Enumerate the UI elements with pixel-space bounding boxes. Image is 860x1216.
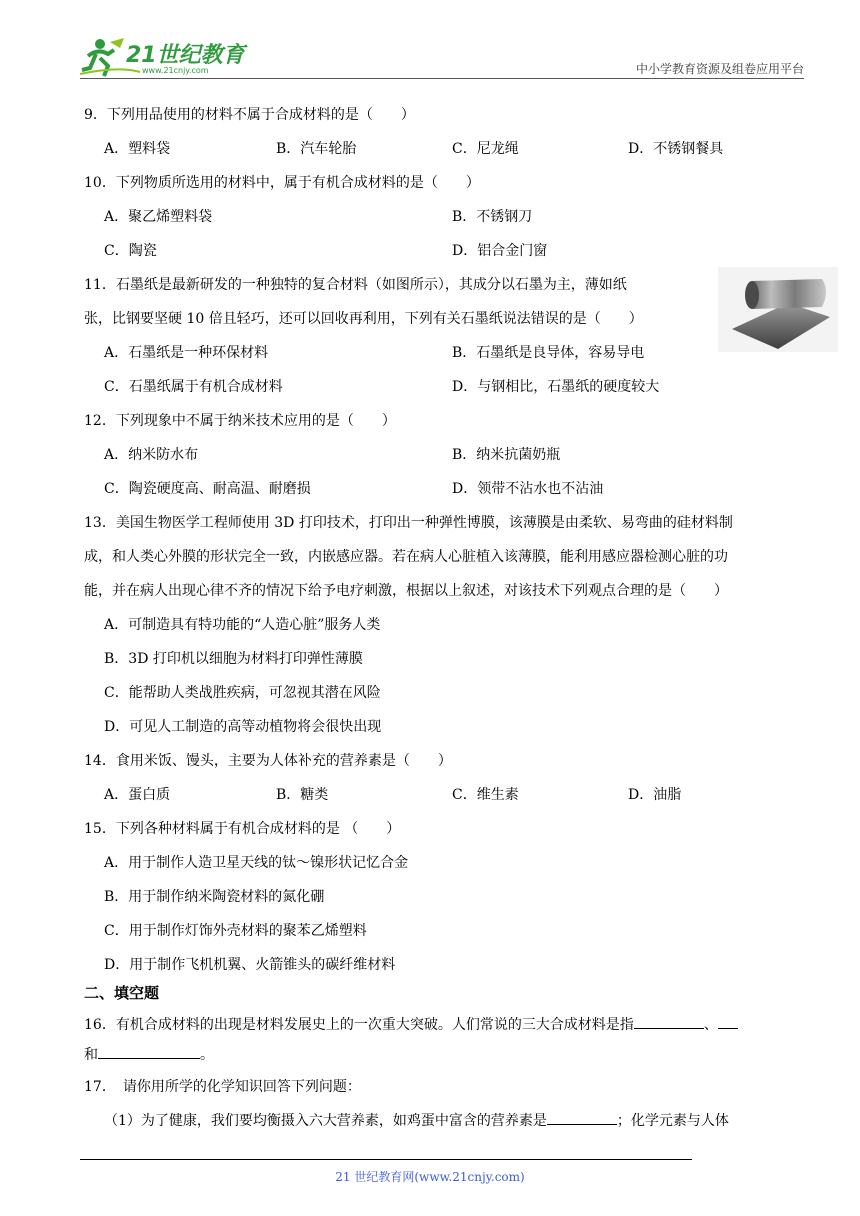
q12-option-a: A．纳米防水布: [104, 447, 199, 463]
q15-option-a: A．用于制作人造卫星天线的钛～镍形状记忆合金: [104, 855, 409, 871]
q11-option-a: A．石墨纸是一种环保材料: [104, 345, 269, 361]
q15-option-c: C．用于制作灯饰外壳材料的聚苯乙烯塑料: [104, 923, 367, 939]
logo-text: 21世纪教育: [126, 43, 245, 68]
q16-and: 和: [84, 1047, 98, 1063]
q12-option-b: B．纳米抗菌奶瓶: [452, 447, 561, 463]
q16-line1: [84, 1014, 738, 1034]
graphite-paper-image: [718, 267, 838, 352]
q16-blank-2[interactable]: [718, 1014, 738, 1029]
q14-option-c: C．维生素: [452, 787, 519, 803]
q9-option-a: A．塑料袋: [104, 141, 171, 157]
header-divider: [80, 78, 804, 79]
page-header: [80, 36, 804, 80]
q10-stem: 10．下列物质所选用的材料中，属于有机合成材料的是（ ）: [84, 175, 480, 191]
q10-option-b: B．不锈钢刀: [452, 209, 533, 225]
q11-stem-line1: 11．石墨纸是最新研发的一种独特的复合材料（如图所示），其成分以石墨为主，薄如纸: [84, 277, 627, 293]
q16-blank-1[interactable]: [634, 1014, 704, 1029]
q13-stem-line1: 13．美国生物医学工程师使用 3D 打印技术，打印出一种弹性博膜，该薄膜是由柔软、易弯曲的硅材料制: [84, 515, 733, 531]
q16-line2: [84, 1044, 214, 1064]
q10-option-d: D．铝合金门窗: [452, 243, 548, 259]
q12-option-c: C．陶瓷硬度高、耐高温、耐磨损: [104, 481, 311, 497]
q14-option-d: D．油脂: [628, 787, 682, 803]
q9-option-c: C．尼龙绳: [452, 141, 519, 157]
platform-name: 中小学教育资源及组卷应用平台: [635, 62, 804, 76]
q15-option-b: B．用于制作纳米陶瓷材料的氮化硼: [104, 889, 325, 905]
q12-stem: 12．下列现象中不属于纳米技术应用的是（ ）: [84, 413, 396, 429]
q10-option-a: A．聚乙烯塑料袋: [104, 209, 213, 225]
q11-stem-line2: 张，比钢要坚硬 10 倍且轻巧，还可以回收再利用，下列有关石墨纸说法错误的是（ ）: [84, 311, 643, 327]
q13-option-b: B．3D 打印机以细胞为材料打印弹性薄膜: [104, 651, 363, 667]
q16-end: 。: [200, 1047, 214, 1063]
q13-option-c: C．能帮助人类战胜疾病，可忽视其潜在风险: [104, 685, 381, 701]
q9-stem: 9．下列用品使用的材料不属于合成材料的是（ ）: [84, 107, 415, 123]
footer-divider: [80, 1159, 692, 1160]
q13-stem-line2: 成，和人类心外膜的形状完全一致，内嵌感应器。若在病人心脏植入该薄膜，能利用感应器检测心脏的功: [84, 549, 728, 565]
q17-blank-1[interactable]: [547, 1110, 617, 1125]
q14-option-b: B．糖类: [276, 787, 329, 803]
q15-option-d: D．用于制作飞机机翼、火箭锥头的碳纤维材料: [104, 957, 396, 973]
q17-sub1-text: （1）为了健康，我们要均衡摄入六大营养素，如鸡蛋中富含的营养素是: [104, 1113, 547, 1129]
q13-option-a: A．可制造具有特功能的“人造心脏”服务人类: [104, 617, 381, 633]
q14-option-a: A．蛋白质: [104, 787, 171, 803]
q16-stem: 16．有机合成材料的出现是材料发展史上的一次重大突破。人们常说的三大合成材料是指: [84, 1017, 634, 1033]
q17-sub1-tail: ；化学元素与人体: [616, 1113, 729, 1129]
q17-sub1: [104, 1110, 729, 1130]
q16-separator: 、: [703, 1017, 718, 1033]
q11-option-d: D．与钢相比，石墨纸的硬度较大: [452, 379, 660, 395]
q17-stem: 17． 请你用所学的化学知识回答下列问题：: [84, 1079, 361, 1095]
q10-option-c: C．陶瓷: [104, 243, 157, 259]
q12-option-d: D．领带不沾水也不沾油: [452, 481, 604, 497]
logo-url: www.21cnjy.com: [142, 66, 209, 75]
q9-option-d: D．不锈钢餐具: [628, 141, 724, 157]
q9-option-b: B．汽车轮胎: [276, 141, 357, 157]
q15-stem: 15．下列各种材料属于有机合成材料的是 （ ）: [84, 821, 401, 837]
section-heading-fill-blank: 二、填空题: [84, 984, 160, 1002]
q13-option-d: D．可见人工制造的高等动植物将会很快出现: [104, 719, 382, 735]
q13-stem-line3: 能，并在病人出现心律不齐的情况下给予电疗刺激，根据以上叙述，对该技术下列观点合理的是（ ）: [84, 583, 728, 599]
site-logo: [80, 36, 250, 80]
q14-stem: 14．食用米饭、馒头，主要为人体补充的营养素是（ ）: [84, 753, 452, 769]
q16-blank-3[interactable]: [98, 1044, 200, 1059]
q11-option-b: B．石墨纸是良导体，容易导电: [452, 345, 645, 361]
footer-text: 21 世纪教育网(www.21cnjy.com): [335, 1170, 525, 1184]
q11-option-c: C．石墨纸属于有机合成材料: [104, 379, 283, 395]
